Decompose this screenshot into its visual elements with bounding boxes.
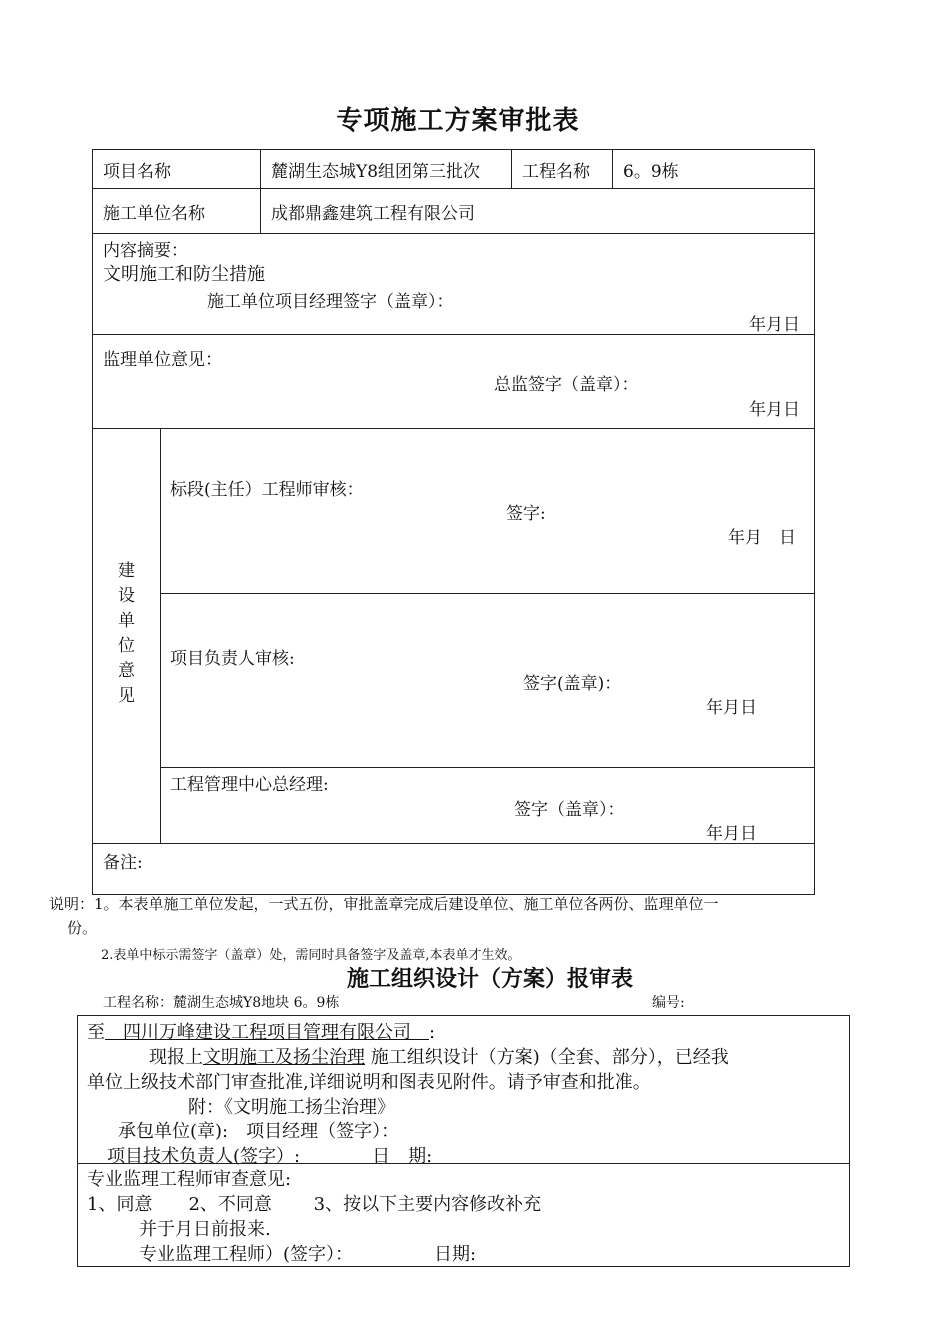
remarks-label: 备注: — [103, 853, 143, 873]
project-name-label: 项目名称 — [93, 150, 261, 189]
form2-title: 施工组织设计（方案）报审表 — [346, 966, 633, 992]
section-divider — [78, 1163, 849, 1164]
contract-unit: 承包单位(章): 项目经理（签字）： — [118, 1121, 400, 1142]
recipient-line — [87, 1018, 435, 1044]
supervision-label: 监理单位意见： — [103, 350, 222, 370]
form1-title: 专项施工方案审批表 — [336, 106, 580, 136]
report-suffix: 施工组织设计（方案)（全套、部分），已经我 — [365, 1047, 729, 1068]
recipient-prefix: 至 — [87, 1022, 105, 1043]
submission-table — [77, 1015, 850, 1267]
date-2: 年月日 — [749, 400, 800, 420]
contractor-label: 施工单位名称 — [93, 189, 261, 234]
report-line-1 — [149, 1043, 729, 1069]
attachment: 附：《文明施工扬尘治理》 — [188, 1097, 395, 1118]
owner-char-3: 单 — [118, 611, 135, 631]
engineering-name-label: 工程名称 — [512, 150, 613, 189]
sign-a: 签字: — [506, 504, 546, 524]
owner-opinion-label — [93, 429, 161, 844]
center-gm: 工程管理中心总经理: — [170, 775, 329, 795]
form2-serial-label: 编号: — [652, 995, 685, 1011]
sign-c: 签字（盖章）： — [514, 800, 625, 820]
approval-table — [92, 149, 815, 895]
contractor-pm-sign: 施工单位项目经理签字（盖章）： — [207, 292, 454, 312]
resubmit-note: 并于月日前报来. — [139, 1219, 271, 1240]
owner-char-4: 位 — [118, 636, 135, 656]
section-engineer-cell — [161, 429, 815, 594]
project-lead-review: 项目负责人审核: — [170, 649, 295, 669]
report-prefix: 现报上 — [149, 1047, 203, 1068]
engineering-name-value: 6。9栋 — [613, 150, 815, 189]
date-4: 年月日 — [706, 698, 757, 718]
owner-char-2: 设 — [118, 586, 135, 606]
center-gm-cell — [161, 768, 815, 844]
note-line-1-cont: 份。 — [67, 919, 98, 937]
date-3: 年月 日 — [728, 528, 796, 548]
date-1: 年月日 — [749, 315, 800, 335]
summary-label: 内容摘要： — [103, 241, 188, 261]
summary-cell — [93, 234, 815, 335]
note-line-2: 2.表单中标示需签字（盖章）处，需同时具备签字及盖章,本表单才生效。 — [101, 948, 521, 963]
date-5: 年月日 — [706, 824, 757, 844]
remarks-cell — [93, 844, 815, 895]
summary-content: 文明施工和防尘措施 — [103, 264, 265, 285]
review-options: 1、同意 2、不同意 3、按以下主要内容修改补充 — [87, 1194, 542, 1215]
project-name-value: 麓湖生态城Y8组团第三批次 — [261, 150, 512, 189]
sign-b: 签字(盖章)： — [523, 674, 622, 694]
report-line-2: 单位上级技术部门审查批准,详细说明和图表见附件。请予审查和批准。 — [87, 1072, 651, 1093]
supervisor-opinion: 专业监理工程师审查意见: — [87, 1169, 292, 1190]
report-item: 文明施工及扬尘治理 — [203, 1047, 365, 1068]
supervisor-sign: 专业监理工程师）(签字）： 日期: — [139, 1244, 477, 1265]
tech-lead: 项目技术负责人(签字）: 日 期: — [107, 1146, 433, 1167]
owner-char-6: 见 — [118, 686, 135, 706]
project-lead-cell — [161, 594, 815, 768]
chief-sign: 总监签字（盖章）： — [494, 375, 639, 395]
section-engineer-review: 标段(主任）工程师审核： — [170, 480, 364, 500]
owner-char-5: 意 — [118, 661, 135, 681]
form2-engineering-name: 工程名称：麓湖生态城Y8地块 6。9栋 — [103, 995, 340, 1011]
recipient-suffix: : — [429, 1022, 436, 1043]
owner-char-1: 建 — [118, 561, 135, 581]
contractor-value: 成都鼎鑫建筑工程有限公司 — [261, 189, 815, 234]
recipient-company: 四川万峰建设工程项目管理有限公司 — [105, 1022, 429, 1043]
note-line-1: 说明：1。本表单施工单位发起，一式五份，审批盖章完成后建设单位、施工单位各两份、监理单位一 — [49, 895, 719, 913]
supervision-cell — [93, 335, 815, 429]
